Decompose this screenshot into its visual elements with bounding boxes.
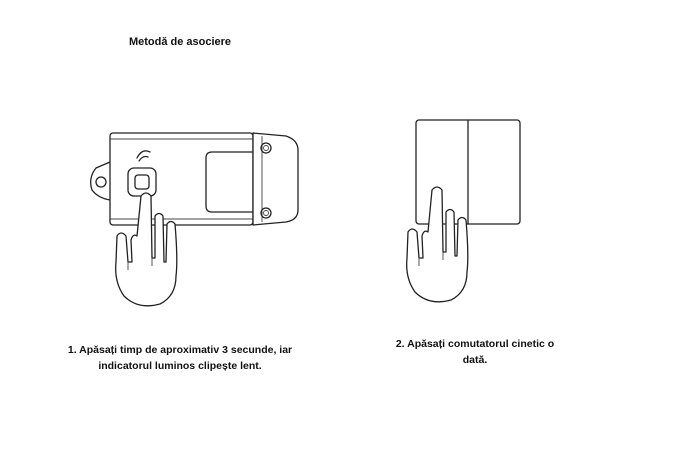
page-title: Metodă de asociere <box>128 36 232 48</box>
step-1-caption: 1. Apăsați timp de aproximativ 3 secunde, iar indicatorul luminos clipește lent. <box>67 344 293 372</box>
step-2-caption: 2. Apăsați comutatorul cinetic o dată. <box>395 338 555 366</box>
receiver-device <box>91 133 298 225</box>
